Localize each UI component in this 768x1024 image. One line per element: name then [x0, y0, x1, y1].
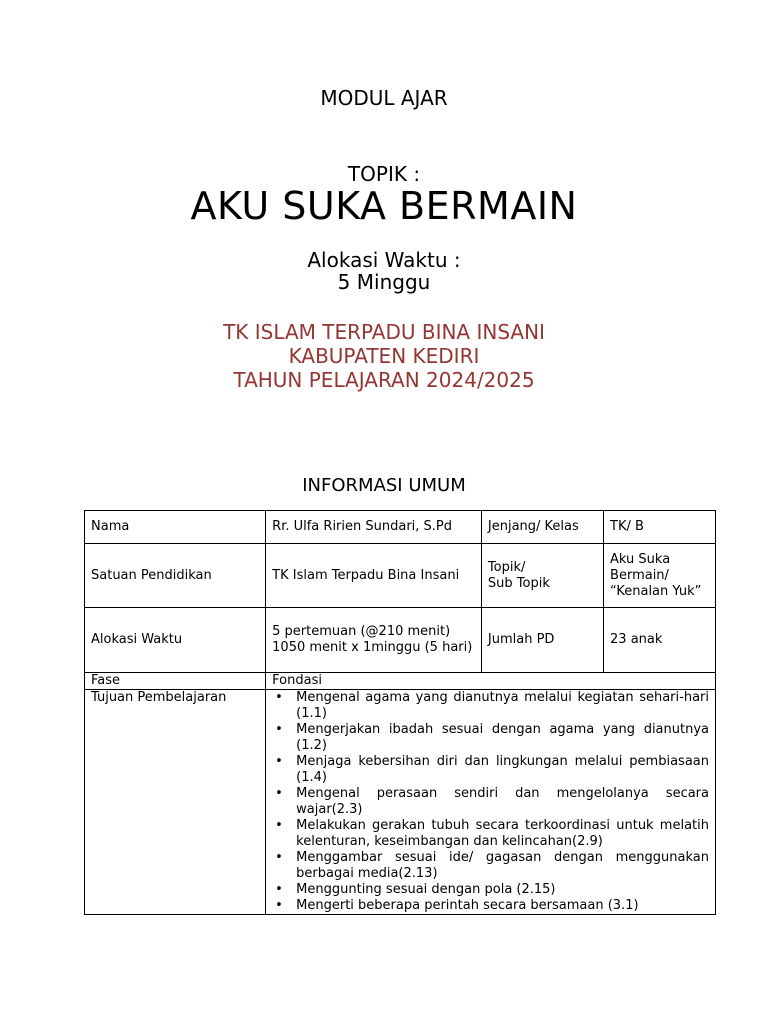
table-cell-value: Aku Suka Bermain/ “Kenalan Yuk” [604, 544, 716, 608]
topic-title: AKU SUKA BERMAIN [190, 184, 578, 228]
table-row [85, 544, 716, 608]
table-cell-label: Satuan Pendidikan [85, 544, 266, 608]
table-cell-value: Rr. Ulfa Ririen Sundari, S.Pd [266, 511, 482, 544]
table-cell-line: 5 pertemuan (@210 menit) [272, 624, 451, 639]
list-item: • Mengerjakan ibadah sesuai dengan agama yang dianutnya (1.2) [272, 722, 709, 754]
list-item: • Mengenal perasaan sendiri dan mengelolanya secara wajar(2.3) [272, 786, 709, 818]
time-allocation-value: 5 Minggu [337, 270, 431, 294]
table-cell-label: Nama [85, 511, 266, 544]
goals-list [272, 690, 709, 914]
list-item: • Menggambar sesuai ide/ gagasan dengan menggunakan berbagai media(2.13) [272, 850, 709, 882]
table-cell-value: TK Islam Terpadu Bina Insani [266, 544, 482, 608]
table-row [85, 608, 716, 673]
table-row [85, 673, 716, 690]
table-cell-label: Jumlah PD [481, 608, 603, 673]
school-name: TK ISLAM TERPADU BINA INSANI [223, 320, 545, 344]
list-item: • Menggunting sesuai dengan pola (2.15) [272, 882, 709, 898]
table-cell-label: Fase [85, 673, 266, 690]
list-item: • Melakukan gerakan tubuh secara terkoordinasi untuk melatih kelenturan, keseimbangan dan kelincahan(2.9) [272, 818, 709, 850]
table-cell-value: Fondasi [266, 673, 716, 690]
list-item: • Mengenal agama yang dianutnya melalui kegiatan sehari-hari (1.1) [272, 690, 709, 722]
goals-cell [266, 690, 716, 915]
info-table [84, 510, 716, 915]
table-row [85, 511, 716, 544]
table-cell-label: Jenjang/ Kelas [481, 511, 603, 544]
table-cell-label [481, 544, 603, 608]
section-title: INFORMASI UMUM [302, 475, 466, 496]
table-cell-line: Sub Topik [487, 575, 550, 591]
table-cell-value: 23 anak [604, 608, 716, 673]
table-cell-value: TK/ B [604, 511, 716, 544]
table-cell-label: Alokasi Waktu [85, 608, 266, 673]
list-item: • Mengerti beberapa perintah secara bersamaan (3.1) [272, 898, 709, 914]
table-cell-line: 1050 menit x 1minggu (5 hari) [272, 640, 473, 655]
time-allocation-label: Alokasi Waktu : [307, 248, 461, 272]
topic-label: TOPIK : [347, 162, 421, 186]
table-cell-line: Topik/ [487, 559, 526, 575]
school-year: TAHUN PELAJARAN 2024/2025 [233, 368, 535, 392]
table-row [85, 690, 716, 915]
list-item: • Menjaga kebersihan diri dan lingkungan melalui pembiasaan (1.4) [272, 754, 709, 786]
table-cell-value [266, 608, 482, 673]
document-label: MODUL AJAR [320, 86, 448, 110]
school-region: KABUPATEN KEDIRI [288, 344, 480, 368]
table-cell-label: Tujuan Pembelajaran [85, 690, 266, 915]
